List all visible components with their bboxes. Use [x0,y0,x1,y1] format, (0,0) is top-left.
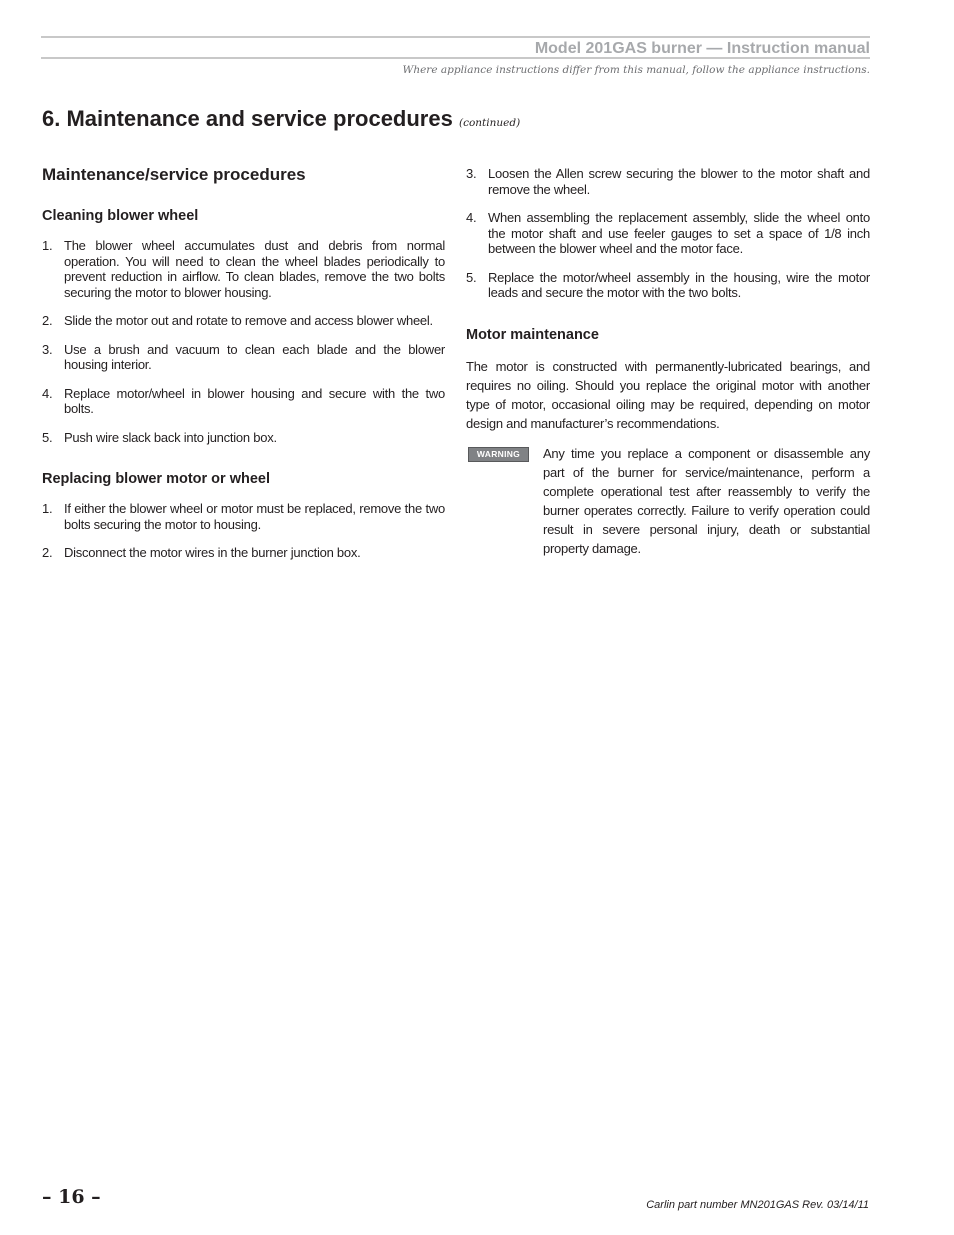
cleaning-heading: Cleaning blower wheel [42,208,199,224]
replacing-heading: Replacing blower motor or wheel [42,471,271,487]
spacer [466,314,870,326]
list-item [42,501,445,532]
step-text: Disconnect the motor wires in the burner junction box. [64,545,361,560]
list-item [42,386,445,417]
step-number: 4. [42,385,53,401]
part-number: Carlin part number MN201GAS Rev. 03/14/11 [646,1199,869,1211]
step-number: 2. [42,545,53,560]
list-item [466,270,870,301]
continued-note: (continued) [458,117,521,129]
motor-body: The motor is constructed with permanently-lubricated bearings, and requires no oiling. Should you replace the original motor with another type of motor, occasional oiling may be required, depending on motor design and manufacturer’s recommendations. [466,358,870,431]
warning-badge: WARNING [468,447,529,462]
step-number: 5. [42,429,53,445]
warning-text: Any time you replace a component or disassemble any part of the burner for service/maintenance, perform a complete operational test after reassembly to verify the burner operates correctly. Failure to verify operation could result in severe personal injury, death or substantial property damage. [543,445,870,556]
list-item [42,545,445,561]
step-number: 3. [466,166,477,181]
left-column [42,162,445,574]
replacing-steps-continued [466,166,870,301]
step-text: If either the blower wheel or motor must be replaced, remove the two bolts securing the motor to housing. [64,501,445,532]
manual-title: Model 201GAS burner — Instruction manual [534,40,870,57]
step-text: The blower wheel accumulates dust and debris from normal operation. You will need to clean the wheel blades periodically to prevent reduction in airflow. To clean blades, remove the two bolts securing the motor to blower housing. [64,238,445,300]
header-rule-top [41,36,870,38]
list-item [42,238,445,300]
cleaning-steps [42,238,445,445]
step-text: Push wire slack back into junction box. [64,429,277,445]
step-text: When assembling the replacement assembly, slide the wheel onto the motor shaft and use feeler gauges to set a space of 1/8 inch between the blower wheel and the motor face. [488,210,870,256]
step-number: 1. [42,238,53,253]
step-number: 1. [42,501,53,516]
page-number: – 16 – [42,1186,101,1208]
step-text: Slide the motor out and rotate to remove and access blower wheel. [64,313,433,328]
step-text: Use a brush and vacuum to clean each blade and the blower housing interior. [64,341,445,372]
step-number: 5. [466,269,477,285]
list-item [466,210,870,257]
warning-block [466,444,870,558]
header-rule-bottom [41,57,870,59]
procedures-heading: Maintenance/service procedures [42,165,306,184]
step-text: Replace the motor/wheel assembly in the housing, wire the motor leads and secure the motor with the two bolts. [488,269,870,300]
section-title-text: 6. Maintenance and service procedures [42,106,453,131]
step-text: Replace motor/wheel in blower housing and secure with the two bolts. [64,385,445,416]
motor-heading: Motor maintenance [466,326,599,343]
section-title [42,106,520,132]
step-number: 3. [42,341,53,357]
manual-subtitle: Where appliance instructions differ from this manual, follow the appliance instructions. [402,64,870,76]
list-item [42,342,445,373]
right-column [466,166,870,558]
replacing-steps [42,501,445,561]
list-item [466,166,870,197]
step-number: 2. [42,313,53,328]
step-text: Loosen the Allen screw securing the blower to the motor shaft and remove the wheel. [488,166,870,197]
list-item [42,313,445,329]
step-number: 4. [466,210,477,225]
list-item [42,430,445,446]
spacer [42,458,445,470]
